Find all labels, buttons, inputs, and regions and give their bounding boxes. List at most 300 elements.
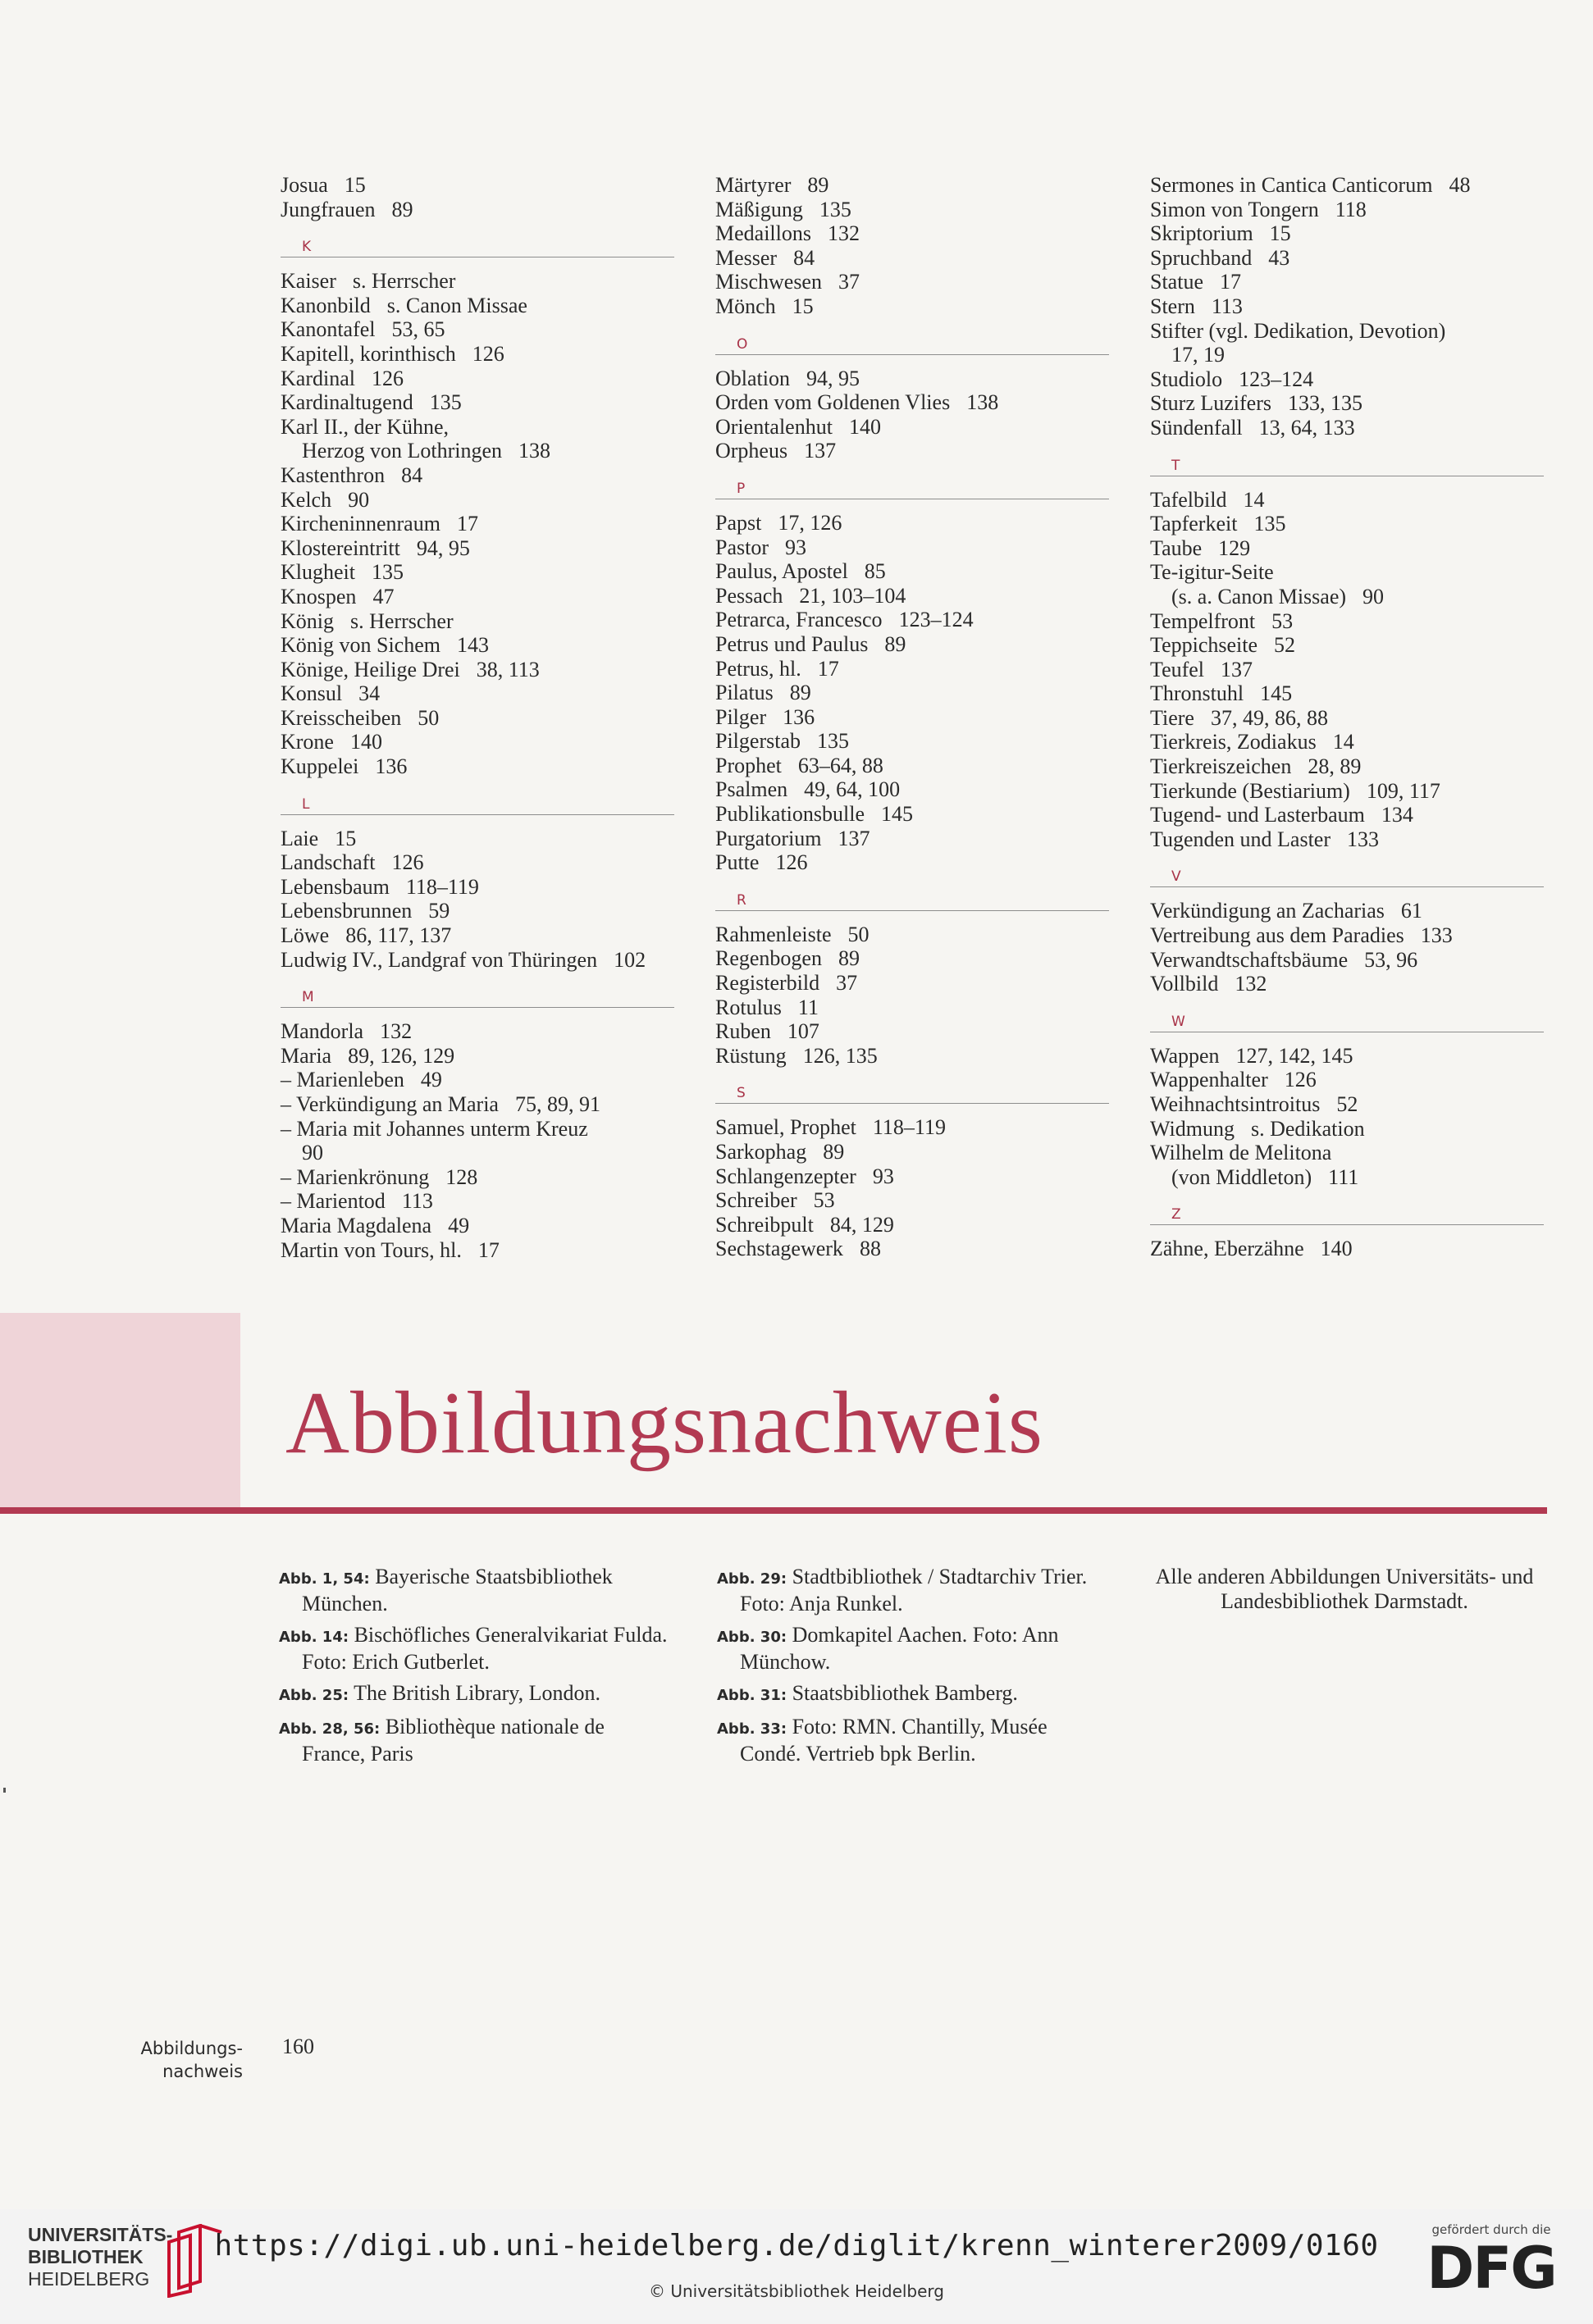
index-term: Kardinal <box>281 366 355 390</box>
index-entry <box>1150 609 1544 634</box>
index-letter: S <box>737 1085 746 1102</box>
credits-column-3 <box>1152 1565 1537 1614</box>
index-entry <box>715 657 1109 681</box>
index-column-3 <box>1150 173 1544 1261</box>
index-pages: 37, 49, 86, 88 <box>1210 705 1328 730</box>
dfg-caption: gefördert durch die <box>1431 2222 1551 2237</box>
index-term: Sündenfall <box>1150 415 1243 440</box>
index-term: – Maria mit Johannes unterm Kreuz <box>281 1116 588 1141</box>
index-term: Tafelbild <box>1150 487 1227 512</box>
index-term: Petrus, hl. <box>715 656 801 681</box>
index-term: Krone <box>281 730 334 754</box>
index-term: Statue <box>1150 270 1203 294</box>
index-entry <box>281 1068 674 1092</box>
credit-text: Domkapitel Aachen. Foto: Ann Münchow. <box>740 1623 1059 1674</box>
credit-entry <box>717 1565 1111 1616</box>
index-pages: 49 <box>448 1213 470 1237</box>
index-term: Kapitell, korinthisch <box>281 341 456 366</box>
index-pages: 17 <box>817 656 839 681</box>
index-entry <box>1150 560 1544 585</box>
index-entry <box>281 342 674 367</box>
viewer-bottom-bar <box>0 2209 1593 2324</box>
index-entry <box>715 754 1109 778</box>
index-entry <box>1150 658 1544 682</box>
index-pages: 48 <box>1449 173 1471 197</box>
index-term: Wappenhalter <box>1150 1068 1268 1092</box>
index-entry <box>715 294 1109 319</box>
index-entry <box>715 246 1109 271</box>
index-entry <box>715 946 1109 971</box>
index-entry <box>281 875 674 900</box>
index-letter-heading <box>1150 862 1544 887</box>
index-pages: 118–119 <box>872 1115 946 1140</box>
index-entry <box>715 1213 1109 1237</box>
index-entry <box>715 439 1109 463</box>
index-term: Stern <box>1150 294 1195 318</box>
index-letter: W <box>1171 1013 1186 1030</box>
index-entry <box>281 1238 674 1263</box>
index-pages: 90 <box>1362 584 1385 608</box>
index-entry <box>715 777 1109 802</box>
index-term: Martin von Tours, hl. <box>281 1237 462 1262</box>
index-pages: 123–124 <box>898 608 974 632</box>
index-entry <box>281 1092 674 1117</box>
index-term: Märtyrer <box>715 173 792 197</box>
index-letter: M <box>302 989 315 1006</box>
index-pages: 126 <box>472 341 504 366</box>
index-pages: 59 <box>428 899 450 923</box>
index-entry <box>1150 730 1544 754</box>
index-entry <box>281 609 674 634</box>
index-term: Tierkunde (Bestiarium) <box>1150 778 1350 803</box>
index-entry <box>281 415 674 440</box>
index-entry <box>715 608 1109 632</box>
index-term: Verwandtschaftsbäume <box>1150 947 1349 972</box>
index-entry <box>715 729 1109 754</box>
index-term: Petrarca, Francesco <box>715 608 883 632</box>
index-term: Mäßigung <box>715 197 803 221</box>
index-pages: 43 <box>1268 245 1290 270</box>
credit-reference: Abb. 29: <box>717 1570 787 1588</box>
index-pages: 53 <box>813 1188 835 1213</box>
index-pages: 135 <box>372 560 404 585</box>
index-pages: 138 <box>966 390 999 415</box>
index-term: Tierkreiszeichen <box>1150 754 1292 779</box>
index-pages: 89 <box>823 1140 845 1164</box>
index-pages: 85 <box>864 559 886 584</box>
index-pages: 84 <box>401 463 423 487</box>
index-pages: 136 <box>783 704 815 729</box>
index-pages: 49 <box>420 1068 442 1092</box>
index-pages: 126 <box>775 850 808 875</box>
index-entry <box>715 1044 1109 1069</box>
index-term: Schreiber <box>715 1188 797 1213</box>
index-entry <box>281 463 674 488</box>
index-letter: K <box>302 239 313 256</box>
index-term: Oblation <box>715 366 790 390</box>
index-pages: 132 <box>380 1019 413 1044</box>
index-term: Papst <box>715 510 762 535</box>
index-pages: 94, 95 <box>416 535 470 560</box>
index-pages: 137 <box>804 439 837 463</box>
index-term: Petrus und Paulus <box>715 631 869 656</box>
credit-reference: Abb. 14: <box>279 1629 349 1646</box>
index-pages: 15 <box>1269 221 1291 246</box>
index-entry <box>715 1019 1109 1044</box>
index-term: Messer <box>715 245 778 270</box>
index-term: Jungfrauen <box>281 197 376 221</box>
index-term: Tempelfront <box>1150 608 1256 633</box>
index-pages: 135 <box>819 197 851 221</box>
index-entry <box>1150 416 1544 440</box>
credit-entry <box>279 1623 673 1675</box>
index-pages: 102 <box>614 947 646 972</box>
index-entry <box>1150 1068 1544 1092</box>
index-pages: 84, 129 <box>829 1212 894 1237</box>
credits-column-1 <box>279 1565 673 1773</box>
index-entry <box>715 1115 1109 1140</box>
index-entry <box>1150 1044 1544 1069</box>
index-entry <box>715 850 1109 875</box>
index-pages: 137 <box>1221 657 1253 681</box>
index-letter-heading <box>715 330 1109 355</box>
index-entry <box>1150 270 1544 294</box>
credit-reference: Abb. 28, 56: <box>279 1720 381 1738</box>
index-term: Pastor <box>715 535 769 559</box>
index-pages: 53, 65 <box>391 317 445 342</box>
index-letter-heading <box>1150 1200 1544 1225</box>
index-term: Rüstung <box>715 1043 787 1068</box>
index-entry <box>1150 948 1544 973</box>
credit-text: Bischöfliches Generalvikariat Fulda. Foto: Erich Gutberlet. <box>302 1623 668 1674</box>
index-entry <box>281 1189 674 1214</box>
credits-note: Alle anderen Abbildungen Universitäts- und Landesbibliothek Darmstadt. <box>1155 1565 1534 1613</box>
index-entry <box>715 632 1109 657</box>
index-pages: 17, 126 <box>778 510 842 535</box>
index-term: König von Sichem <box>281 633 440 658</box>
index-term: Rotulus <box>715 995 782 1019</box>
index-term: Psalmen <box>715 777 788 802</box>
index-entry <box>715 705 1109 730</box>
index-term: Orientalenhut <box>715 414 833 439</box>
index-term: Te-igitur-Seite <box>1150 560 1274 585</box>
index-column-1 <box>281 173 674 1262</box>
index-term: Teufel <box>1150 657 1205 681</box>
index-pages: 15 <box>335 826 357 850</box>
index-pages: 47 <box>372 584 395 608</box>
index-entry <box>1150 1117 1544 1141</box>
index-entry <box>1150 827 1544 852</box>
index-pages: 111 <box>1328 1164 1359 1189</box>
index-term: Kastenthron <box>281 463 386 487</box>
index-pages: 50 <box>847 922 870 946</box>
index-entry <box>1150 221 1544 246</box>
index-pages: s. Herrscher <box>352 269 456 294</box>
index-pages: 52 <box>1274 633 1296 658</box>
index-term: Weihnachtsintroitus <box>1150 1092 1321 1116</box>
index-entry <box>281 850 674 875</box>
index-entry <box>715 1237 1109 1261</box>
page-number: 160 <box>282 2035 314 2058</box>
index-term: Mönch <box>715 294 776 318</box>
credit-entry <box>279 1715 673 1766</box>
running-footer-label <box>115 2037 243 2083</box>
index-term: Konsul <box>281 681 343 706</box>
credit-text: Bibliothèque nationale de France, Paris <box>302 1715 605 1766</box>
index-entry <box>715 1140 1109 1164</box>
index-term: Kreisscheiben <box>281 705 402 730</box>
index-entry <box>281 367 674 391</box>
index-term: Tugend- und Lasterbaum <box>1150 803 1365 827</box>
index-term: Prophet <box>715 753 782 777</box>
index-term: Orden vom Goldenen Vlies <box>715 390 951 415</box>
index-pages: 109, 117 <box>1366 778 1440 803</box>
index-pages: 89 <box>807 173 829 197</box>
index-entry <box>281 923 674 948</box>
index-term: Mischwesen <box>715 270 822 294</box>
index-entry <box>281 585 674 609</box>
index-term: – Marientod <box>281 1189 386 1214</box>
index-term: Widmung <box>1150 1116 1235 1141</box>
index-pages: 129 <box>1218 535 1251 560</box>
index-pages: 135 <box>429 390 462 415</box>
index-entry <box>1150 1092 1544 1117</box>
index-pages: 11 <box>797 995 819 1019</box>
index-term: Stifter (vgl. Dedikation, Devotion) <box>1150 318 1446 343</box>
index-entry <box>281 269 674 294</box>
index-pages: 137 <box>838 826 870 850</box>
index-term: Kircheninnenraum <box>281 512 440 536</box>
index-term: Orpheus <box>715 439 788 463</box>
footer-label-line-2: nachweis <box>162 2062 243 2081</box>
index-entry <box>715 367 1109 391</box>
index-pages: 15 <box>344 173 366 197</box>
credit-entry <box>717 1681 1111 1708</box>
index-entry <box>281 512 674 536</box>
index-pages: 89 <box>391 197 413 221</box>
index-term: Regenbogen <box>715 946 822 971</box>
index-pages: 134 <box>1381 803 1413 827</box>
index-entry <box>281 1117 674 1141</box>
index-pages: 14 <box>1243 487 1265 512</box>
index-term: Vertreibung aus dem Paradies <box>1150 923 1404 948</box>
index-entry <box>715 923 1109 947</box>
ub-logo-line-1: UNIVERSITÄTS- <box>28 2224 173 2245</box>
index-entry <box>281 488 674 513</box>
index-term: Pilgerstab <box>715 729 801 754</box>
index-entry <box>281 1044 674 1069</box>
credit-reference: Abb. 1, 54: <box>279 1570 370 1588</box>
permalink-url[interactable]: https://digi.ub.uni-heidelberg.de/diglit/krenn_winterer2009/0160 <box>214 2229 1379 2262</box>
index-pages: 94, 95 <box>806 366 860 390</box>
index-pages: 118–119 <box>405 874 479 899</box>
index-term: Kardinaltugend <box>281 390 413 415</box>
index-term: Sechstagewerk <box>715 1237 843 1261</box>
index-term: Schreibpult <box>715 1212 814 1237</box>
index-pages: 21, 103–104 <box>799 583 906 608</box>
index-entry <box>1150 633 1544 658</box>
index-pages: 113 <box>1211 294 1243 318</box>
index-pages: 90 <box>348 487 370 512</box>
index-entry <box>1150 536 1544 561</box>
index-pages: 61 <box>1400 899 1422 923</box>
index-term: Tiere <box>1150 705 1194 730</box>
index-letter: O <box>737 335 749 353</box>
index-letter: L <box>302 795 311 813</box>
index-entry <box>281 730 674 754</box>
index-term: Medaillons <box>715 221 811 246</box>
index-pages: 37 <box>836 971 858 996</box>
index-term: Sermones in Cantica Canticorum <box>1150 173 1433 197</box>
index-term: Taube <box>1150 535 1203 560</box>
index-pages: 123–124 <box>1239 367 1314 391</box>
index-term: Kanonbild <box>281 293 371 317</box>
index-term: Ludwig IV., Landgraf von Thüringen <box>281 947 598 972</box>
index-entry <box>715 415 1109 440</box>
index-entry <box>281 658 674 682</box>
index-pages: 118 <box>1335 197 1367 221</box>
index-entry <box>1150 899 1544 923</box>
index-term: Löwe <box>281 923 330 948</box>
index-pages: 145 <box>881 802 913 827</box>
index-pages: 133 <box>1347 827 1380 851</box>
index-entry <box>715 802 1109 827</box>
index-term: Laie <box>281 826 319 850</box>
index-pages: 38, 113 <box>476 657 540 681</box>
index-term: Teppichseite <box>1150 633 1258 658</box>
index-pages: 89 <box>884 631 906 656</box>
index-entry-continuation <box>281 1141 674 1165</box>
ub-logo-line-3: HEIDELBERG <box>28 2268 150 2290</box>
index-entry <box>715 390 1109 415</box>
credit-text: The British Library, London. <box>354 1681 600 1705</box>
index-term: Zähne, Eberzähne <box>1150 1237 1304 1261</box>
index-entry <box>715 1164 1109 1189</box>
credit-text: Stadtbibliothek / Stadtarchiv Trier. Foto: Anja Runkel. <box>740 1565 1088 1615</box>
index-term: Karl II., der Kühne, <box>281 414 450 439</box>
index-pages: 135 <box>817 729 849 754</box>
dfg-logo[interactable] <box>1409 2222 1573 2302</box>
index-term: Maria Magdalena <box>281 1213 432 1237</box>
index-entry <box>1150 246 1544 271</box>
index-pages: 138 <box>518 439 551 463</box>
index-entry <box>715 827 1109 851</box>
credit-reference: Abb. 31: <box>717 1687 787 1704</box>
index-pages: 37 <box>838 270 860 294</box>
credit-text: Foto: RMN. Chantilly, Musée Condé. Vertrieb bpk Berlin. <box>740 1715 1048 1766</box>
index-pages: s. Dedikation <box>1250 1116 1365 1141</box>
scan-mark <box>3 1788 6 1793</box>
index-term: Sarkophag <box>715 1140 807 1164</box>
credit-entry <box>279 1565 673 1616</box>
index-term: Mandorla <box>281 1019 364 1044</box>
index-term: Herzog von Lothringen <box>302 439 503 463</box>
index-entry <box>1150 1237 1544 1261</box>
index-pages: 63–64, 88 <box>797 753 883 777</box>
index-term: Kuppelei <box>281 754 359 779</box>
index-entry <box>715 535 1109 560</box>
index-entry <box>715 511 1109 535</box>
index-pages: 53, 96 <box>1364 947 1418 972</box>
index-entry <box>281 390 674 415</box>
index-entry <box>715 173 1109 198</box>
index-term: Registerbild <box>715 971 820 996</box>
index-term: – Verkündigung an Maria <box>281 1092 499 1116</box>
index-entry <box>1150 367 1544 392</box>
index-term: Sturz Luzifers <box>1150 391 1272 416</box>
index-letter: V <box>1171 868 1182 886</box>
index-pages: 84 <box>793 245 815 270</box>
index-term: Ruben <box>715 1019 771 1044</box>
credit-reference: Abb. 30: <box>717 1629 787 1646</box>
index-pages: 34 <box>358 681 381 706</box>
index-term: Tugenden und Laster <box>1150 827 1331 851</box>
index-pages: 89 <box>838 946 860 971</box>
credit-reference: Abb. 25: <box>279 1687 349 1704</box>
index-entry <box>281 1019 674 1044</box>
index-entry <box>1150 173 1544 198</box>
index-entry <box>1150 488 1544 513</box>
index-pages: 126 <box>371 366 404 390</box>
index-entry <box>281 754 674 779</box>
index-entry <box>1150 923 1544 948</box>
index-entry <box>281 173 674 198</box>
section-title: Abbildungsnachweis <box>285 1374 1043 1472</box>
index-pages: 15 <box>792 294 814 318</box>
index-entry <box>1150 706 1544 731</box>
index-term: Maria <box>281 1043 332 1068</box>
index-term: Landschaft <box>281 850 376 875</box>
index-term: Klugheit <box>281 560 355 585</box>
index-entry <box>281 1214 674 1238</box>
index-pages: 50 <box>418 705 440 730</box>
index-entry <box>1150 681 1544 706</box>
index-term: Studiolo <box>1150 367 1223 391</box>
dfg-logo-mark: DFG <box>1426 2235 1556 2302</box>
index-entry <box>715 198 1109 222</box>
index-letter-heading <box>715 1078 1109 1104</box>
index-term: Pilger <box>715 704 767 729</box>
index-term: 17, 19 <box>1171 343 1225 367</box>
index-pages: 14 <box>1332 730 1354 754</box>
index-entry <box>715 221 1109 246</box>
index-entry <box>715 270 1109 294</box>
index-term: Klostereintritt <box>281 535 400 560</box>
footer-label-line-1: Abbildungs- <box>140 2039 243 2058</box>
index-pages: 52 <box>1336 1092 1358 1116</box>
index-term: Simon von Tongern <box>1150 197 1319 221</box>
index-letter: T <box>1171 457 1181 474</box>
index-term: (von Middleton) <box>1171 1164 1312 1189</box>
index-pages: 49, 64, 100 <box>804 777 901 802</box>
index-pages: 140 <box>1320 1237 1353 1261</box>
index-entry <box>281 899 674 923</box>
index-entry <box>281 198 674 222</box>
credit-text: Staatsbibliothek Bamberg. <box>792 1681 1018 1705</box>
index-term: Schlangenzepter <box>715 1164 856 1188</box>
index-letter-heading <box>281 232 674 257</box>
index-letter: P <box>737 480 746 497</box>
index-pages: 93 <box>785 535 806 559</box>
index-term: Verkündigung an Zacharias <box>1150 899 1385 923</box>
index-entry <box>281 294 674 318</box>
index-term: Wappen <box>1150 1043 1220 1068</box>
index-term: Paulus, Apostel <box>715 559 848 584</box>
index-entry <box>1150 391 1544 416</box>
index-term: Thronstuhl <box>1150 681 1244 706</box>
index-entry <box>1150 319 1544 344</box>
credit-entry <box>717 1623 1111 1675</box>
